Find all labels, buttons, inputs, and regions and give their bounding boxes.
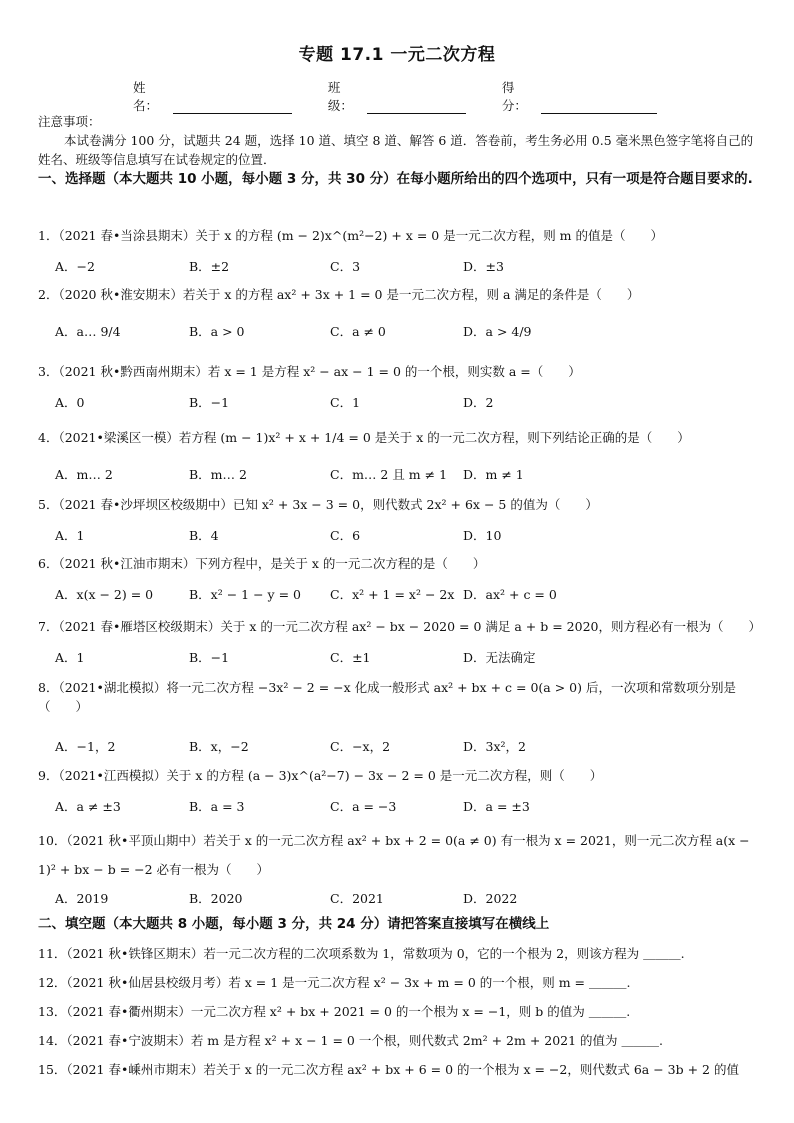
score-field[interactable] [502, 78, 657, 114]
question-4-options [55, 465, 755, 483]
question-6: 6．（2021 秋•江油市期末）下列方程中，是关于 x 的一元二次方程的是（ ） [38, 556, 486, 571]
option-c[interactable]: C．−x，2 [330, 739, 391, 754]
option-a[interactable]: A．1 [55, 650, 85, 665]
notice-label: 注意事项： [38, 114, 101, 129]
student-info-row [133, 78, 693, 114]
option-b[interactable]: B．x，−2 [189, 739, 249, 754]
question-7: 7．（2021 春•雁塔区校级期末）关于 x 的一元二次方程 ax² − bx − 2020 = 0 满足 a + b = 2020，则方程必有一根为（ ） [38, 619, 761, 634]
option-b[interactable]: B．−1 [189, 650, 230, 665]
class-blank-line[interactable] [367, 99, 465, 114]
fill-question-15: 15．（2021 春•嵊州市期末）若关于 x 的一元二次方程 ax² + bx + 6 = 0 的一个根为 x = −2，则代数式 6a − 3b + 2 的值 [38, 1062, 739, 1077]
question-4: 4．（2021•梁溪区一模）若方程 (m − 1)x² + x + 1/4 = 0 是关于 x 的一元二次方程，则下列结论正确的是（ ） [38, 430, 690, 445]
option-b[interactable]: B．m… 2 [189, 467, 247, 482]
score-blank-line[interactable] [541, 99, 657, 114]
notice-text: 本试卷满分 100 分，试题共 24 题，选择 10 道、填空 8 道、解答 6 道．答卷前，考生务必用 0.5 毫米黑色签字笔将自己的姓名、班级等信息填写在试卷规定的位置． [38, 133, 754, 167]
option-a[interactable]: A．x(x − 2) = 0 [55, 587, 154, 602]
question-5: 5．（2021 春•沙坪坝区校级期中）已知 x² + 3x − 3 = 0，则代数式 2x² + 6x − 5 的值为（ ） [38, 497, 598, 512]
option-c[interactable]: C．x² + 1 = x² − 2x [330, 587, 455, 602]
option-a[interactable]: A．0 [55, 395, 85, 410]
section-choice-heading: 一、选择题（本大题共 10 小题，每小题 3 分，共 30 分）在每小题所给出的四个选项中，只有一项是符合题目要求的. [38, 171, 753, 187]
question-9-options [55, 797, 755, 815]
question-3: 3．（2021 秋•黔西南州期末）若 x = 1 是方程 x² − ax − 1 = 0 的一个根，则实数 a =（ ） [38, 364, 581, 379]
option-b[interactable]: B．−1 [189, 395, 230, 410]
option-d[interactable]: D．ax² + c = 0 [463, 587, 557, 602]
option-a[interactable]: A．−1，2 [55, 739, 116, 754]
option-d[interactable]: D．±3 [463, 259, 504, 274]
option-c[interactable]: C．a ≠ 0 [330, 324, 386, 339]
option-d[interactable]: D．2 [463, 395, 494, 410]
option-b[interactable]: B．2020 [189, 891, 243, 906]
option-c[interactable]: C．2021 [330, 891, 384, 906]
option-a[interactable]: A．−2 [55, 259, 95, 274]
option-a[interactable]: A．1 [55, 528, 85, 543]
option-a[interactable]: A．m… 2 [55, 467, 113, 482]
question-10: 10．（2021 秋•平顶山期中）若关于 x 的一元二次方程 ax² + bx + 2 = 0(a ≠ 0) 有一根为 x = 2021，则一元二次方程 a(x − 1)² + bx − b = −2 必有一根为（ ） [38, 833, 750, 877]
question-1: 1．（2021 春•当涂县期末）关于 x 的方程 (m − 2)x^(m²−2) + x = 0 是一元二次方程，则 m 的值是（ ） [38, 228, 663, 243]
option-c[interactable]: C．m… 2 且 m ≠ 1 [330, 467, 448, 482]
name-label: 姓名： [133, 80, 159, 113]
question-2: 2．（2020 秋•淮安期末）若关于 x 的方程 ax² + 3x + 1 = 0 是一元二次方程，则 a 满足的条件是（ ） [38, 287, 640, 302]
question-8-options [55, 737, 755, 755]
option-a[interactable]: A．2019 [55, 891, 109, 906]
option-c[interactable]: C．3 [330, 259, 361, 274]
question-2-options [55, 322, 755, 340]
section-fill-heading: 二、填空题（本大题共 8 小题，每小题 3 分，共 24 分）请把答案直接填写在横线上 [38, 916, 550, 932]
fill-question-13: 13．（2021 春•衢州期末）一元二次方程 x² + bx + 2021 = 0 的一个根为 x = −1，则 b 的值为 ＿＿＿. [38, 1004, 631, 1019]
score-label: 得分： [501, 80, 527, 113]
option-c[interactable]: C．±1 [330, 650, 371, 665]
option-d[interactable]: D．3x²，2 [463, 739, 526, 754]
question-6-options [55, 585, 755, 603]
option-c[interactable]: C．1 [330, 395, 361, 410]
fill-question-11: 11．（2021 秋•铁锋区期末）若一元二次方程的二次项系数为 1，常数项为 0，它的一个根为 2，则该方程为 ＿＿＿. [38, 946, 685, 961]
class-field[interactable] [328, 78, 466, 114]
option-c[interactable]: C．a = −3 [330, 799, 397, 814]
option-b[interactable]: B．4 [189, 528, 219, 543]
question-3-options [55, 393, 755, 411]
option-b[interactable]: B．x² − 1 − y = 0 [189, 587, 301, 602]
option-d[interactable]: D．a > 4/9 [463, 324, 532, 339]
fill-question-14: 14．（2021 春•宁波期末）若 m 是方程 x² + x − 1 = 0 一个根，则代数式 2m² + 2m + 2021 的值为 ＿＿＿. [38, 1033, 664, 1048]
question-7-options [55, 648, 755, 666]
name-blank-line[interactable] [173, 99, 292, 114]
option-d[interactable]: D．无法确定 [463, 650, 536, 665]
name-field[interactable] [133, 78, 292, 114]
class-label: 班级： [327, 80, 353, 113]
question-9: 9．（2021•江西模拟）关于 x 的方程 (a − 3)x^(a²−7) − 3x − 2 = 0 是一元二次方程，则（ ） [38, 768, 603, 783]
option-b[interactable]: B．±2 [189, 259, 230, 274]
option-a[interactable]: A．a ≠ ±3 [55, 799, 121, 814]
question-10-options [55, 889, 755, 907]
option-d[interactable]: D．10 [463, 528, 502, 543]
option-d[interactable]: D．a = ±3 [463, 799, 530, 814]
option-d[interactable]: D．m ≠ 1 [463, 467, 524, 482]
option-c[interactable]: C．6 [330, 528, 361, 543]
question-5-options [55, 526, 755, 544]
page-title: 专题 17.1 一元二次方程 [298, 45, 496, 65]
question-1-options [55, 257, 755, 275]
fill-question-12: 12．（2021 秋•仙居县校级月考）若 x = 1 是一元二次方程 x² − 3x + m = 0 的一个根，则 m = ＿＿＿. [38, 975, 631, 990]
option-b[interactable]: B．a = 3 [189, 799, 245, 814]
option-b[interactable]: B．a > 0 [189, 324, 245, 339]
option-d[interactable]: D．2022 [463, 891, 518, 906]
question-8: 8．（2021•湖北模拟）将一元二次方程 −3x² − 2 = −x 化成一般形式 ax² + bx + c = 0(a > 0) 后，一次项和常数项分别是（ ） [38, 680, 736, 714]
option-a[interactable]: A．a… 9/4 [55, 324, 121, 339]
